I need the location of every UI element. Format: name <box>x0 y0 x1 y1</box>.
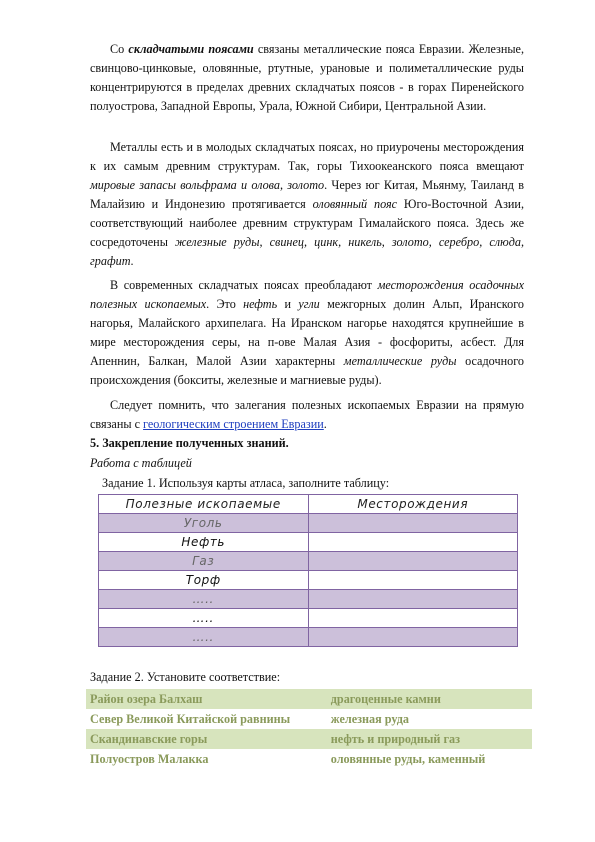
text: Со <box>110 42 129 56</box>
table-row <box>99 628 518 647</box>
emphasis: складчатыми поясами <box>128 42 254 56</box>
table-cell: Торф <box>99 571 309 590</box>
table-cell-input[interactable] <box>308 533 518 552</box>
table-row <box>99 609 518 628</box>
table-row <box>86 689 532 709</box>
table-cell-input[interactable] <box>308 571 518 590</box>
text: Следует помнить, что залегания полезных ископаемых Евразии на прямую связаны с <box>90 398 524 431</box>
table-cell-input[interactable] <box>308 514 518 533</box>
table-row <box>86 709 532 729</box>
table-cell-input[interactable] <box>308 609 518 628</box>
emphasis: металлические руды <box>343 354 457 368</box>
text: Металлы есть и в молодых складчатых поясах, но приурочены месторождения к их самым древним структурам. Так, горы Тихоокеанского пояса вмещают <box>90 140 524 173</box>
text: связаны металлические пояса Евразии. Железные, свинцово-цинковые, оловянные, ртутные, урановые и полиметаллические руды концентрируются в пределах древних складчатых поясов - в горах Пиренейского полуострова, Западной Европы, Урала, Южной Сибири, Центральной Азии. <box>90 42 524 113</box>
paragraph-4 <box>90 396 524 434</box>
table-cell: ….. <box>99 628 309 647</box>
table-cell: Газ <box>99 552 309 571</box>
match-right: оловянные руды, каменный <box>330 752 486 766</box>
match-right: железная руда <box>330 712 409 726</box>
text: . <box>130 254 134 268</box>
table-row <box>99 533 518 552</box>
match-right: драгоценные камни <box>327 689 532 709</box>
table-header-row <box>99 495 518 514</box>
text: . Через юг Китая, Мьянму, Таиланд в Малайзию и Индонезию протягивается <box>90 178 524 211</box>
minerals-table <box>98 494 518 647</box>
table-row <box>99 514 518 533</box>
table-row <box>86 729 532 749</box>
matching-table <box>86 689 532 769</box>
table-cell: ….. <box>99 609 309 628</box>
table-header: Полезные ископаемые <box>99 495 309 514</box>
table-header: Месторождения <box>308 495 518 514</box>
text: Юго-Восточной Азии, соответствующий наиболее древним структурам Гималайского пояса. Здесь же сосредоточены <box>90 197 524 249</box>
table-row <box>86 749 532 769</box>
emphasis: оловянный пояс <box>312 197 398 211</box>
table-row <box>99 590 518 609</box>
text: . Это <box>206 297 244 311</box>
table-cell-input[interactable] <box>308 552 518 571</box>
emphasis: нефть <box>243 297 278 311</box>
table-row <box>99 552 518 571</box>
text: и <box>277 297 299 311</box>
text: В современных складчатых поясах преобладают <box>110 278 378 292</box>
text: межгорных долин Альп, Иранского нагорья, Малайского архипелага. На Иранском нагорье находятся крупнейшие в мире месторождения серы, на п-ове Малая Азия - фосфориты, асбест. Для Апеннин, Балкан, Малой Азии характерны <box>90 297 524 368</box>
match-left: Район озера Балхаш <box>86 689 327 709</box>
match-left: Север Великой Китайской равнины <box>90 712 291 726</box>
emphasis: месторождения осадочных полезных ископаемых <box>90 278 524 311</box>
emphasis: мировые запасы вольфрама и олова, золото <box>90 178 325 192</box>
task-1-instruction: Задание 1. Используя карты атласа, заполните таблицу: <box>102 476 390 490</box>
paragraph-2 <box>90 138 524 271</box>
table-cell: Уголь <box>99 514 309 533</box>
match-right: нефть и природный газ <box>327 729 532 749</box>
table-cell: ….. <box>99 590 309 609</box>
table-cell-input[interactable] <box>308 590 518 609</box>
table-cell-input[interactable] <box>308 628 518 647</box>
section-heading: 5. Закрепление полученных знаний. <box>90 436 289 450</box>
table-row <box>99 571 518 590</box>
text: . <box>323 417 327 431</box>
paragraph-3 <box>90 276 524 390</box>
geology-link[interactable]: геологическим строением Евразии <box>143 417 324 431</box>
task-2-instruction: Задание 2. Установите соответствие: <box>90 670 281 684</box>
subheading: Работа с таблицей <box>90 456 192 470</box>
emphasis: железные руды, свинец, цинк, никель, золото, серебро, слюда, графит <box>90 235 524 268</box>
table-cell: Нефть <box>99 533 309 552</box>
match-left: Скандинавские горы <box>86 729 327 749</box>
text: осадочного происхождения (бокситы, железные и магниевые руды). <box>90 354 524 387</box>
paragraph-1 <box>90 40 524 116</box>
emphasis: угли <box>298 297 320 311</box>
match-left: Полуостров Малакка <box>90 752 209 766</box>
